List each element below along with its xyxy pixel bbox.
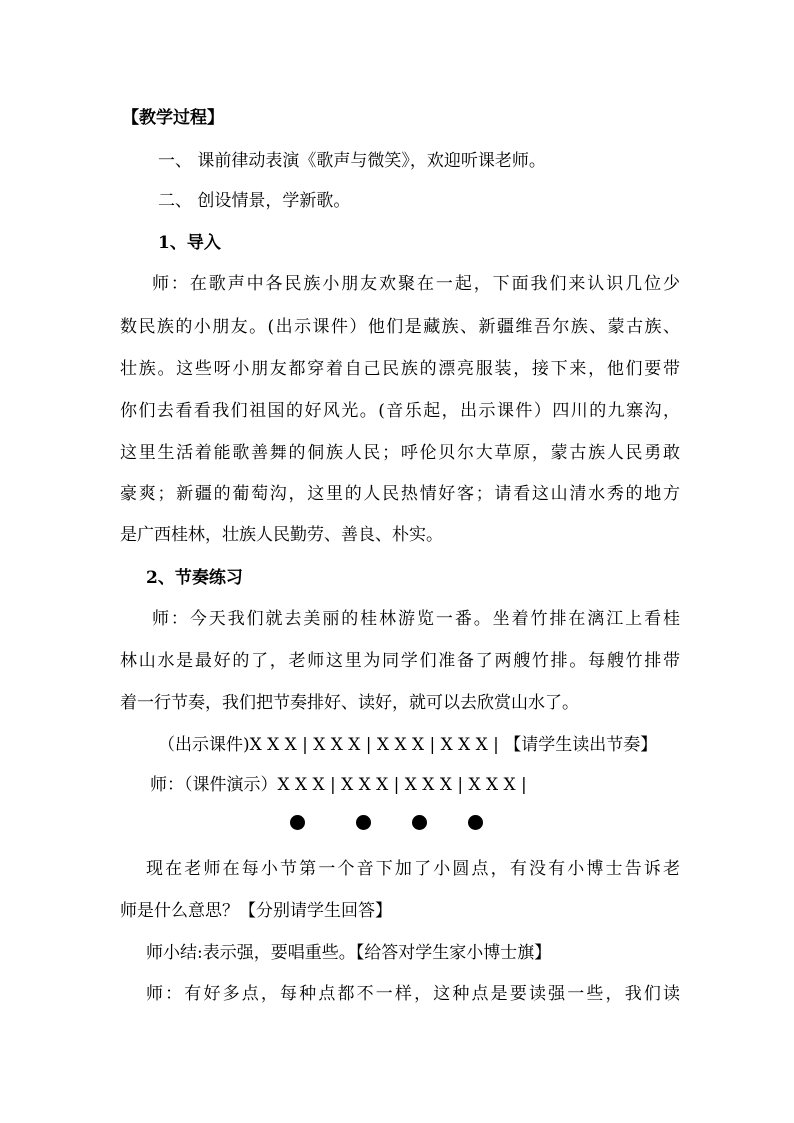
paragraph-line: 你们去看看我们祖国的好风光。(音乐起，出示课件）四川的九寨沟，: [120, 401, 680, 421]
paragraph-line: 着一行节奏，我们把节奏排好、读好，就可以去欣赏山水了。: [120, 693, 579, 713]
paragraph-line: 数民族的小朋友。(出示课件）他们是藏族、新疆维吾尔族、蒙古族、: [120, 317, 680, 337]
step-one: 一、 课前律动表演《歌声与微笑》，欢迎听课老师。: [158, 151, 546, 171]
paragraph-line: 这里生活着能歌善舞的侗族人民；呼伦贝尔大草原，蒙古族人民勇敢: [120, 443, 680, 463]
last-line: 师：有好多点，每种点都不一样，这种点是要读强一些，我们读: [146, 984, 680, 1004]
section-title: 【教学过程】: [122, 108, 224, 128]
accent-dot: [412, 815, 427, 830]
paragraph-line: 是广西桂林，壮族人民勤劳、善良、朴实。: [120, 525, 443, 545]
sub-heading-rhythm: 2、节奏练习: [146, 568, 243, 588]
summary-line: 师小结:表示强，要唱重些。【给答对学生家小博士旗】: [146, 943, 552, 963]
accent-dot: [290, 815, 305, 830]
accent-dot: [468, 815, 483, 830]
paragraph-line: 师：今天我们就去美丽的桂林游览一番。坐着竹排在漓江上看桂: [152, 609, 680, 629]
paragraph-line: 现在老师在每小节第一个音下加了小圆点，有没有小博士告诉老: [146, 859, 680, 879]
paragraph-line: 壮族。这些呀小朋友都穿着自己民族的漂亮服装，接下来，他们要带: [120, 359, 680, 379]
accent-dots: [0, 815, 794, 835]
courseware-rhythm-line: （出示课件)X X X | X X X | X X X | X X X | 【请学生读出节奏】: [158, 735, 658, 755]
sub-heading-intro: 1、导入: [158, 233, 221, 253]
demo-rhythm-line: 师：（课件演示）X X X | X X X | X X X | X X X |: [150, 775, 527, 795]
paragraph-line: 豪爽；新疆的葡萄沟，这里的人民热情好客；请看这山清水秀的地方: [120, 484, 680, 504]
paragraph-line: 师是什么意思？【分别请学生回答】: [120, 901, 392, 921]
accent-dot: [356, 815, 371, 830]
step-two: 二、 创设情景，学新歌。: [158, 191, 351, 211]
paragraph-line: 师：在歌声中各民族小朋友欢聚在一起，下面我们来认识几位少: [152, 274, 680, 294]
paragraph-line: 林山水是最好的了，老师这里为同学们准备了两艘竹排。每艘竹排带: [120, 651, 680, 671]
